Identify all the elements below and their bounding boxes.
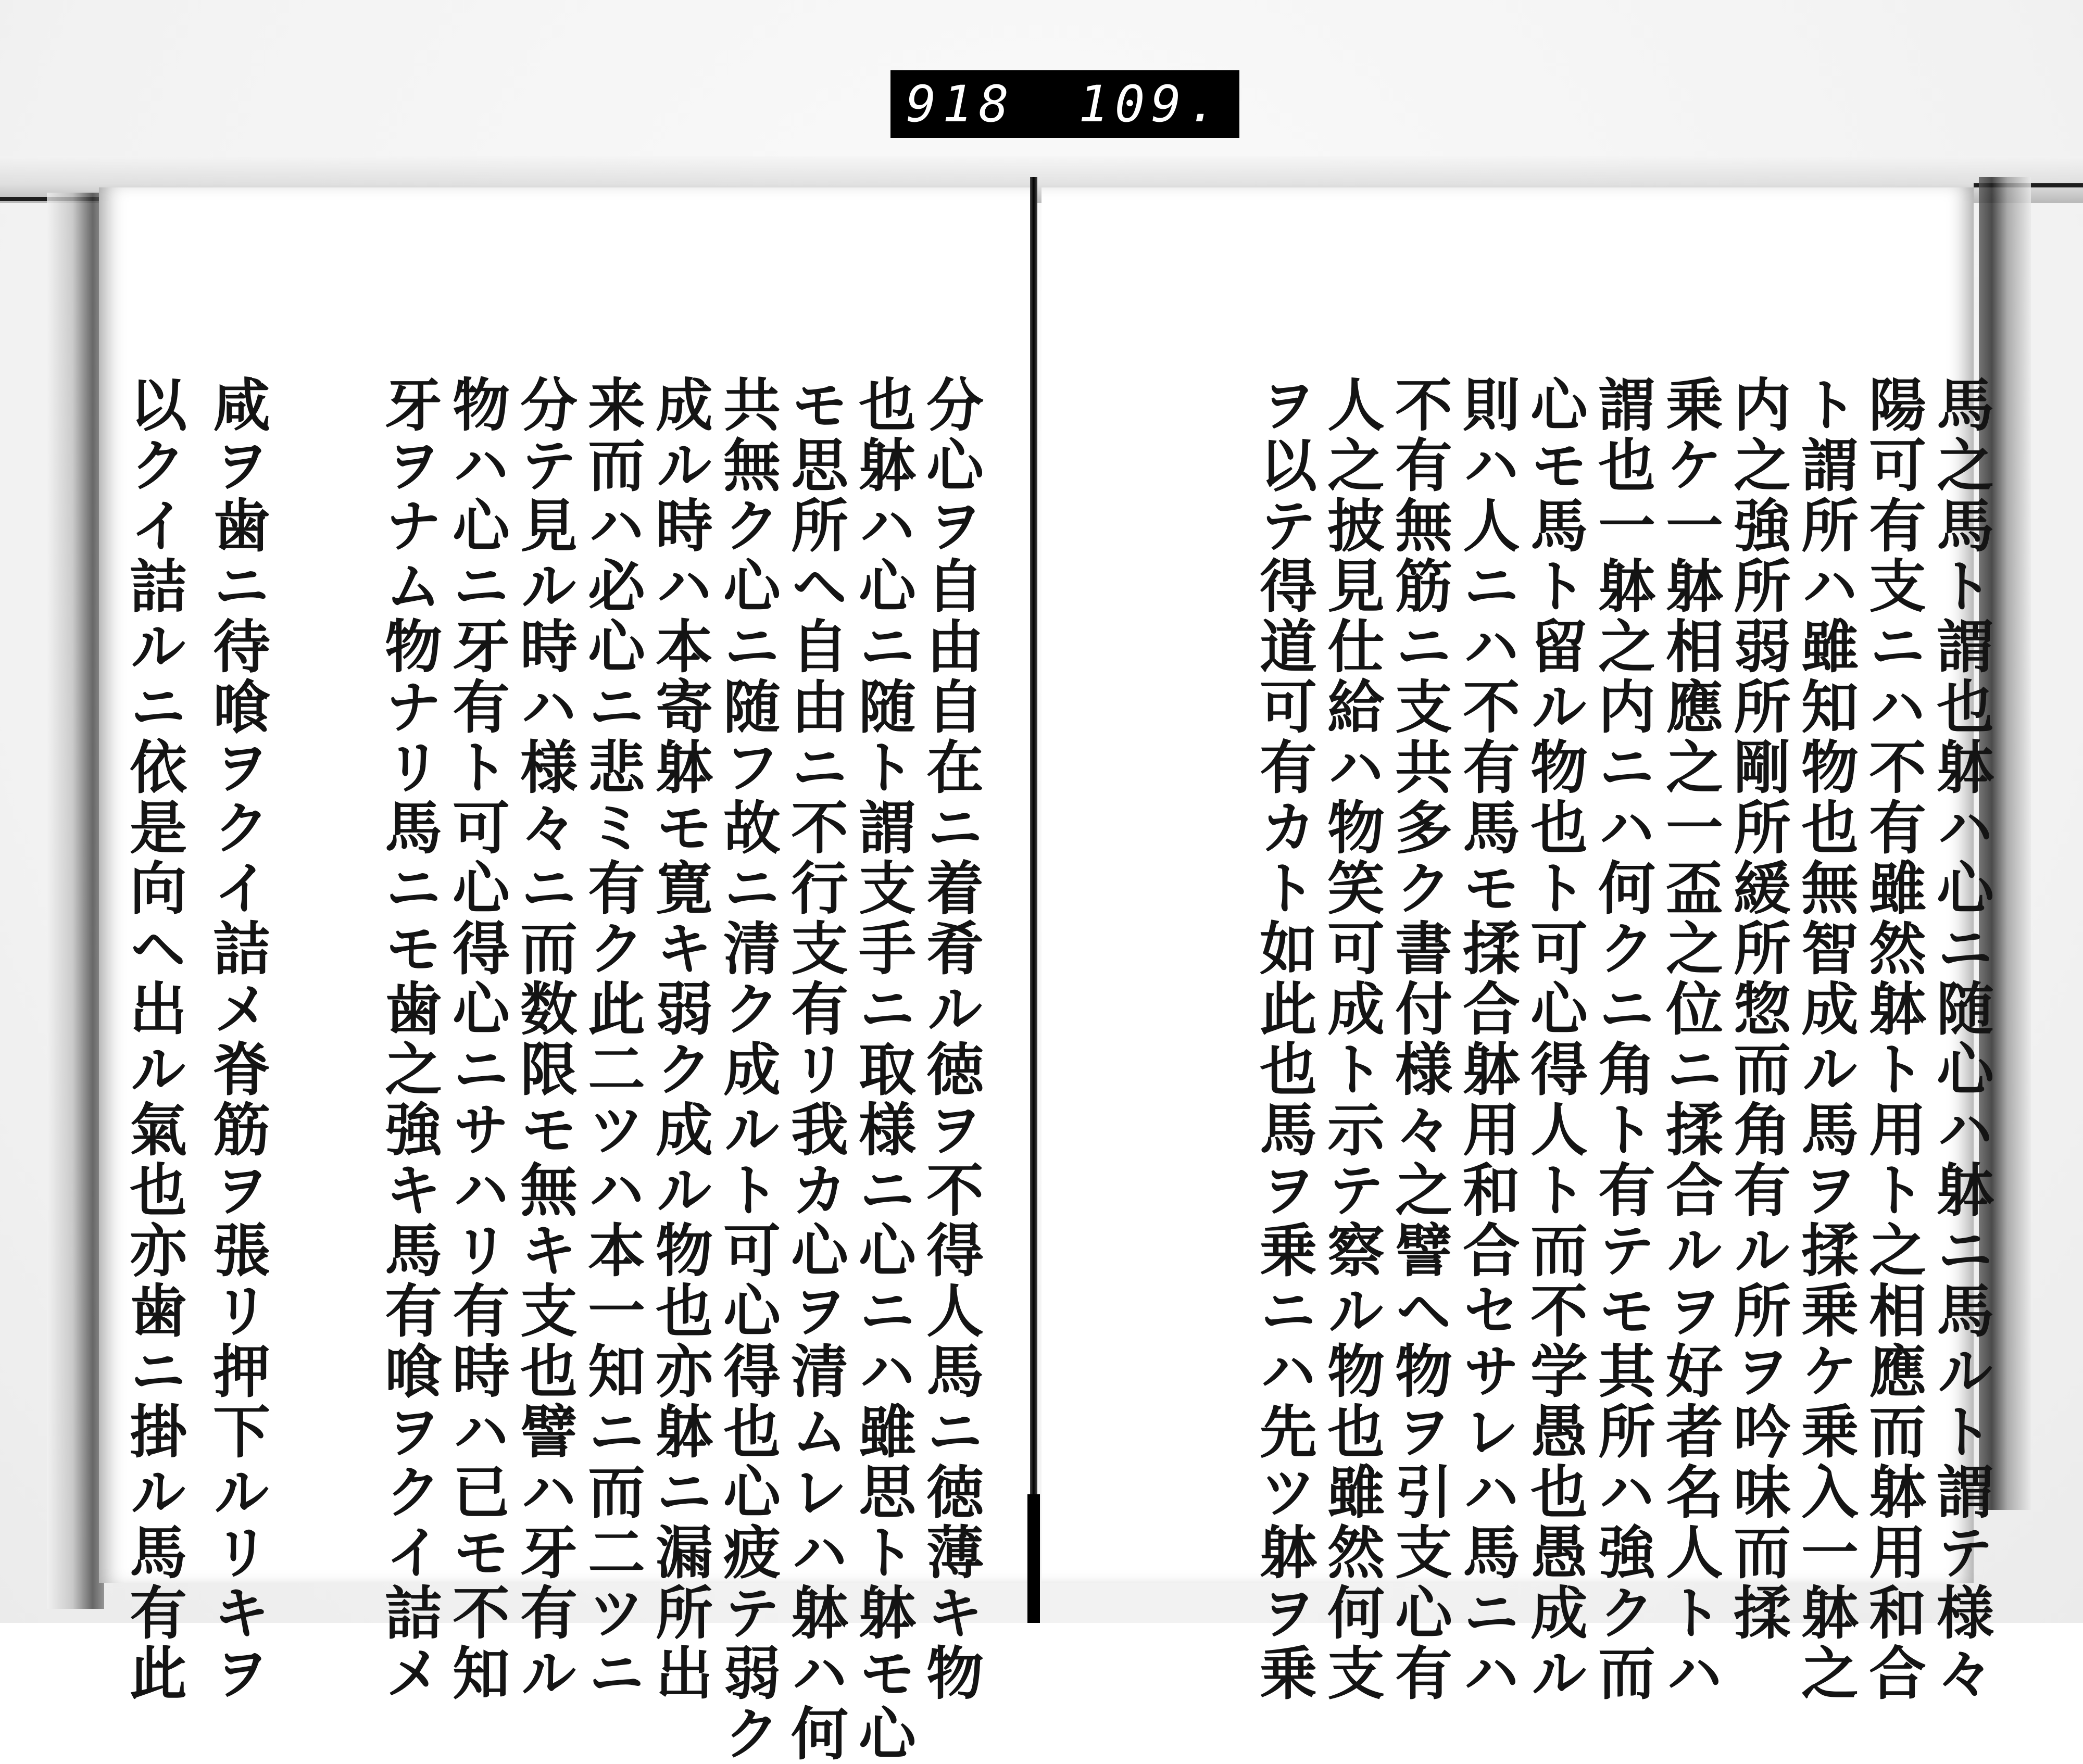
left-page-line-7: 分テ見ル時ハ様々ニ而数限モ無キ支也譬ハ牙有ル xyxy=(511,375,578,1704)
right-page-line-4: 内之強所弱所剛所緩所惣而角有ル所ヲ吟味而揉 xyxy=(1724,375,1791,1643)
left-page-line-3: モ思所ヘ自由ニ不行支有リ我カ心ヲ清ムレハ躰ハ何 xyxy=(782,375,849,1764)
right-page-line-8: 則ハ人ニハ不有馬モ揉合躰用和合セサレハ馬ニハ xyxy=(1453,375,1521,1704)
right-page-line-9: 不有無筋ニ支共多ク書付様々之譬ヘ物ヲ引支心有 xyxy=(1386,375,1453,1704)
left-page-line-4: 共無ク心ニ随フ故ニ清ク成ルト可心得也心疲テ弱ク xyxy=(714,375,781,1764)
left-page-line-9: 牙ヲナム物ナリ馬ニモ歯之強キ馬有喰ヲクイ詰メ xyxy=(375,375,443,1704)
right-page-line-3: ト謂所ハ雖知物也無智成ル馬ヲ揉乗ケ乗入一躰之 xyxy=(1792,375,1859,1704)
left-page-line-2: 也躰ハ心ニ随ト謂支手ニ取様ニ心ニハ雖思ト躰モ心 xyxy=(849,375,917,1764)
right-page-line-10: 人之披見仕給ハ物笑可成ト示テ察ル物也雖然何支 xyxy=(1318,375,1385,1704)
frame-number: 109. xyxy=(1078,75,1224,133)
right-page-line-5: 乗ケ一躰相應之一盃之位ニ揉合ルヲ好者名人トハ xyxy=(1657,375,1724,1704)
right-page-line-11: ヲ以テ得道可有カト如此也馬ヲ乗ニハ先ツ躰ヲ乗 xyxy=(1250,375,1317,1704)
left-page-line-11: 以クイ詰ルニ依是向ヘ出ル氣也亦歯ニ掛ル馬有此 xyxy=(120,375,187,1704)
left-page-line-8: 物ハ心ニ牙有ト可心得心ニサハリ有時ハ已モ不知 xyxy=(443,375,510,1704)
right-page-line-2: 陽可有支ニハ不有雖然躰ト用ト之相應而躰用和合 xyxy=(1860,375,1927,1704)
left-page-line-1: 分心ヲ自由自在ニ着肴ル徳ヲ不得人馬ニ徳薄キ物 xyxy=(917,375,984,1704)
catalog-label xyxy=(890,70,1239,138)
catalog-number: 918 xyxy=(906,75,1015,133)
right-page-line-1: 馬之馬ト謂也躰ハ心ニ随心ハ躰ニ馬ルト謂テ様々 xyxy=(1927,375,1994,1704)
left-page-line-5: 成ル時ハ本寄躰モ寛キ弱ク成ル物也亦躰ニ漏所出 xyxy=(646,375,713,1704)
left-page-stack-edge xyxy=(47,193,104,1609)
book-gutter xyxy=(1030,177,1037,1623)
right-page-line-7: 心モ馬ト留ル物也ト可心得人ト而不学愚也愚成ル xyxy=(1521,375,1588,1704)
left-page-line-10: 咸ヲ歯ニ待喰ヲクイ詰メ脊筋ヲ張リ押下ルリキヲ xyxy=(204,375,271,1704)
right-page-line-6: 謂也一躰之内ニハ何クニ角ト有テモ其所ハ強ク而 xyxy=(1589,375,1656,1704)
gutter-shadow xyxy=(1027,1494,1040,1623)
left-page-line-6: 来而ハ必心ニ悲ミ有ク此二ツハ本一知ニ而二ツニ xyxy=(579,375,646,1704)
